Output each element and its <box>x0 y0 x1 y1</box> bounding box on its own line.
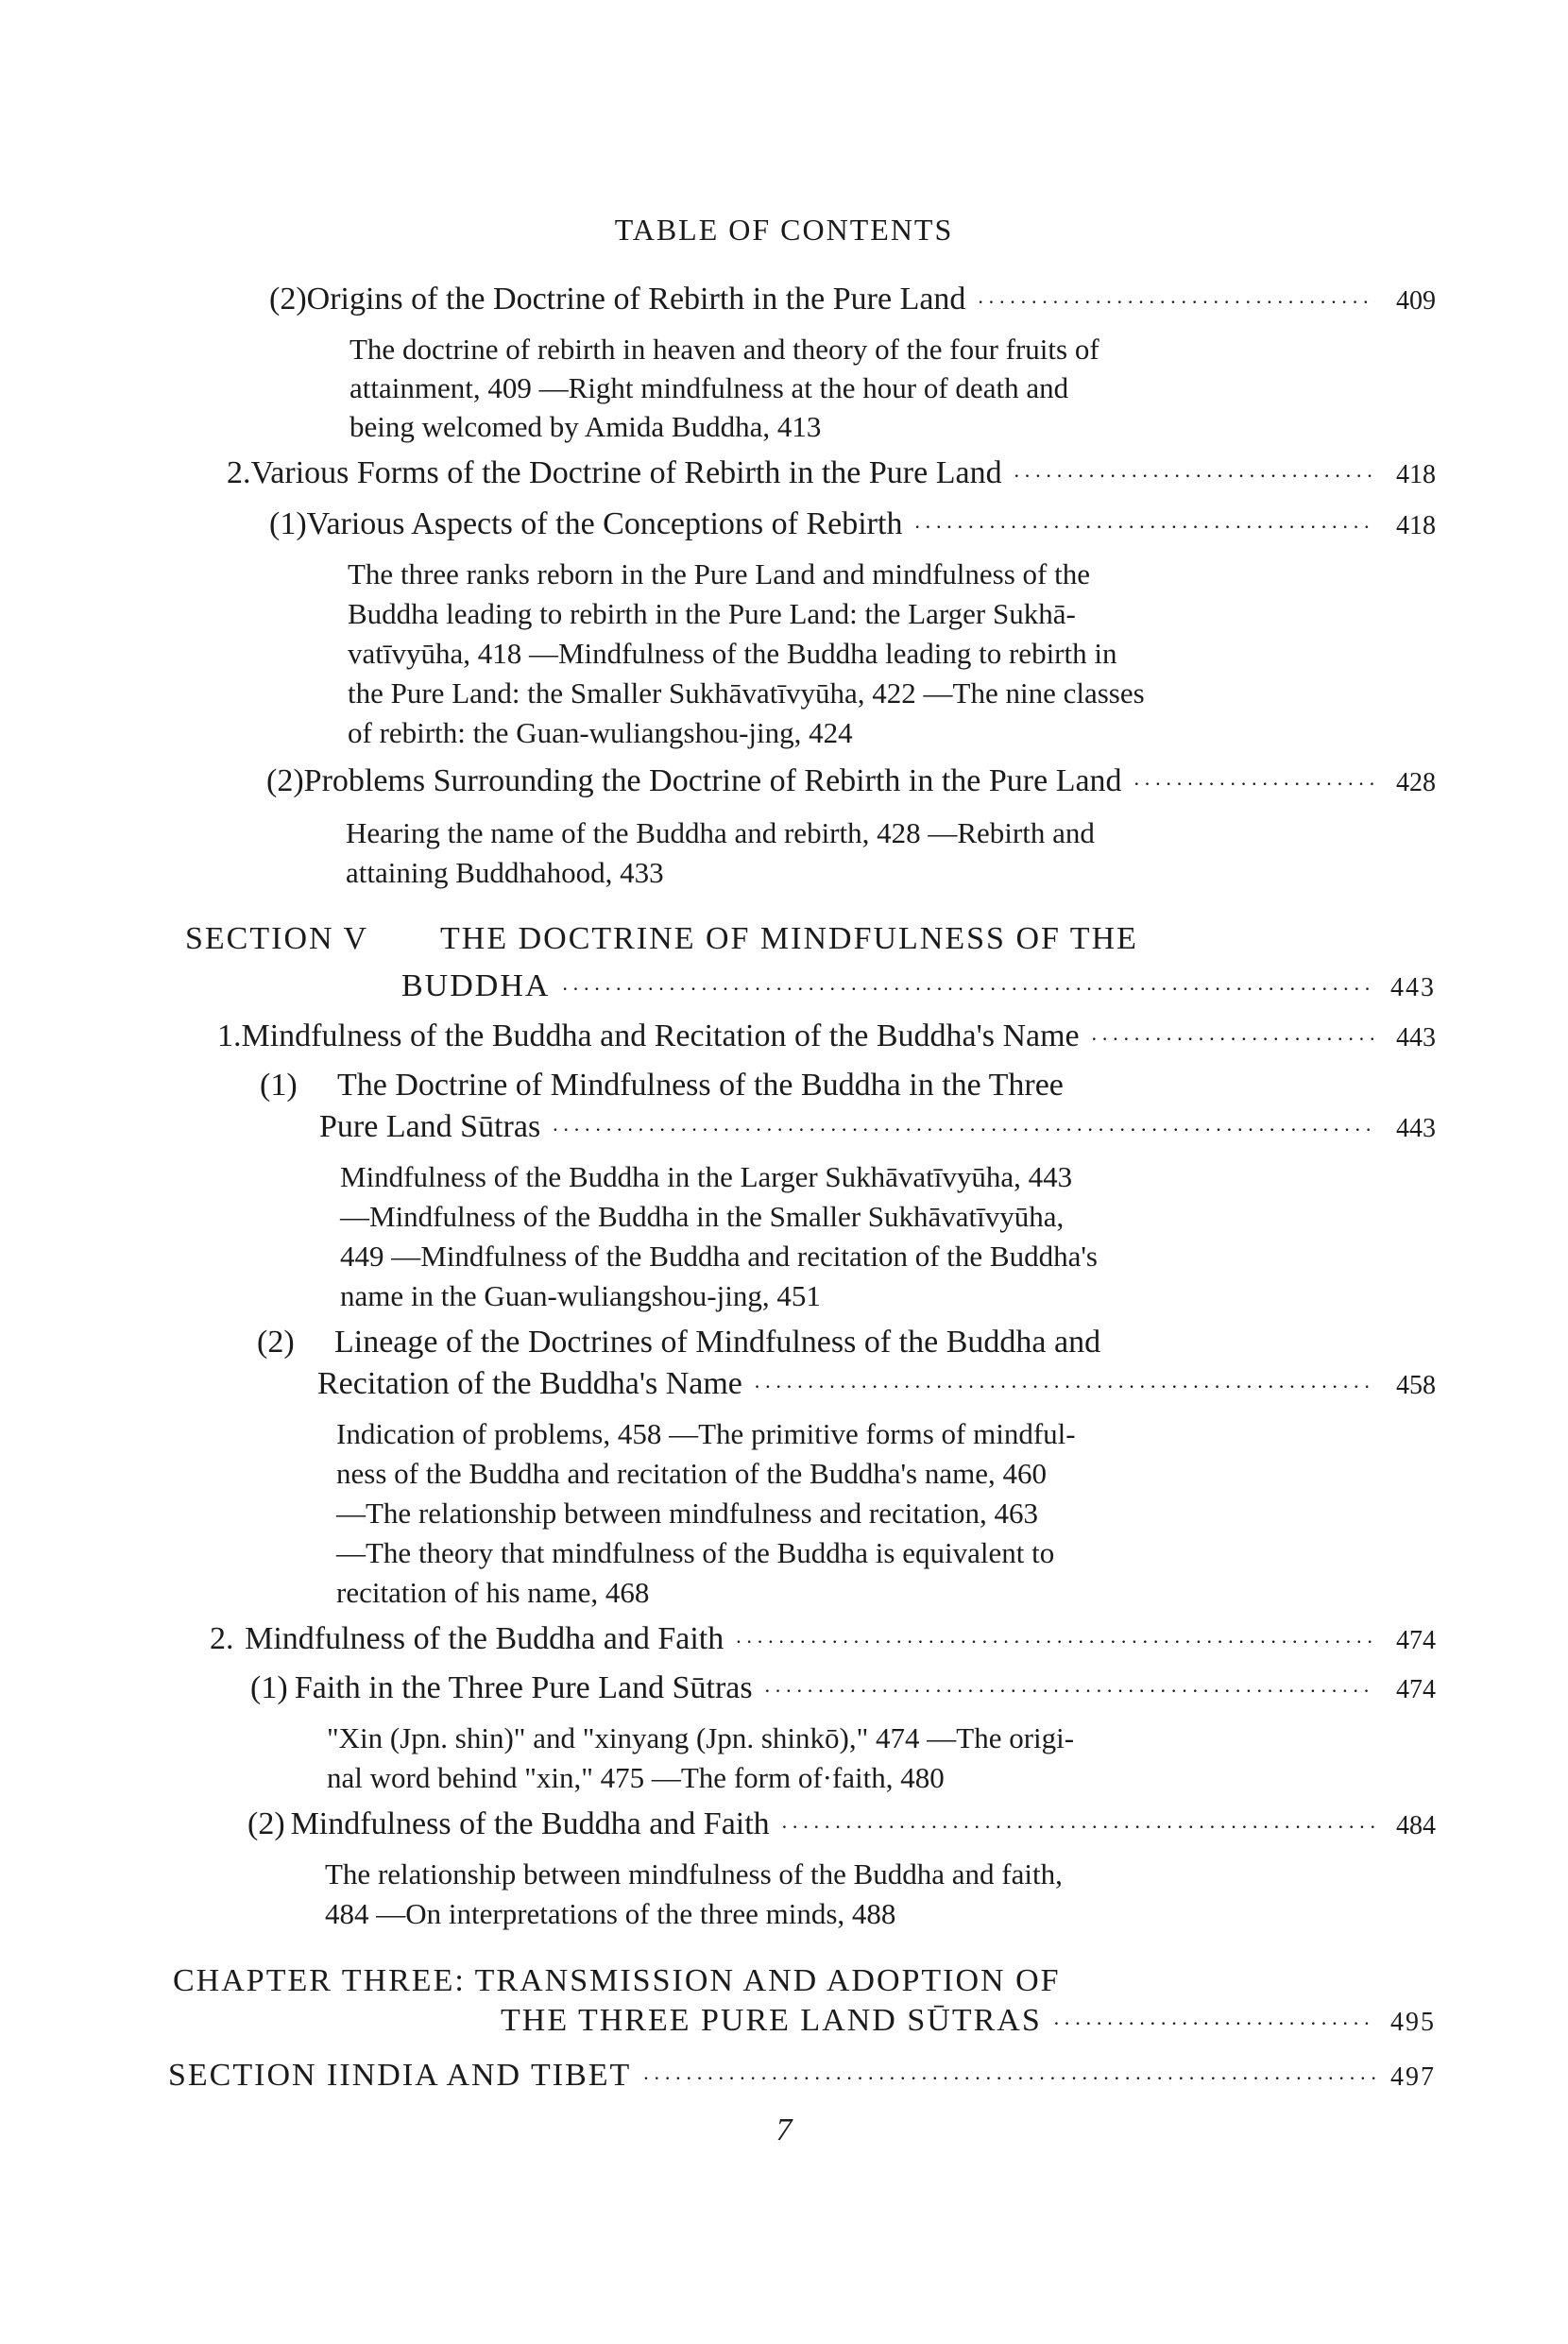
toc-description <box>327 1761 945 1795</box>
toc-description-text: —Mindfulness of the Buddha in the Smaller Sukhāvatīvyūha, <box>340 1200 1065 1233</box>
toc-description <box>325 1857 1063 1891</box>
leader-dots <box>642 2066 1375 2091</box>
chapter-heading-continuation <box>501 2003 1436 2039</box>
toc-entry-continuation <box>317 1366 1436 1402</box>
page-title: TABLE OF CONTENTS <box>614 213 954 247</box>
toc-entry-title: Mindfulness of the Buddha and Recitation of the Buddha's Name <box>241 1018 1080 1053</box>
toc-entry-number: (2) <box>257 1325 295 1360</box>
toc-entry-title: Various Forms of the Doctrine of Rebirth in the Pure Land <box>250 455 1002 490</box>
toc-description <box>348 716 853 750</box>
toc-entry-number: (1) <box>269 506 307 541</box>
toc-entry-continuation <box>319 1109 1436 1145</box>
toc-description <box>327 1721 1074 1755</box>
toc-entry <box>247 1806 1436 1842</box>
toc-entry-page: 418 <box>1396 460 1436 489</box>
section-heading <box>185 921 1138 957</box>
toc-description-text: Mindfulness of the Buddha in the Larger Sukhāvatīvyūha, 443 <box>340 1160 1073 1193</box>
toc-description <box>348 557 1090 591</box>
toc-description-text: "Xin (Jpn. shin)" and "xinyang (Jpn. shinkō)," 474 —The origi- <box>327 1721 1075 1754</box>
toc-entry-title: Recitation of the Buddha's Name <box>317 1366 742 1401</box>
toc-entry-page: 443 <box>1396 1114 1436 1143</box>
toc-description <box>348 597 1076 631</box>
section-title: BUDDHA <box>401 968 551 1003</box>
toc-entry-page: 497 <box>1390 2062 1436 2092</box>
leader-dots <box>552 1118 1375 1142</box>
toc-entry-title: Problems Surrounding the Doctrine of Rebirth in the Pure Land <box>303 763 1122 798</box>
toc-entry-title: Mindfulness of the Buddha and Faith <box>290 1806 770 1841</box>
toc-entry-number: (2) <box>266 763 304 798</box>
leader-dots <box>1133 772 1375 796</box>
toc-description <box>336 1536 1054 1570</box>
toc-description <box>336 1457 1047 1491</box>
toc-description-text: ness of the Buddha and recitation of the Buddha's name, 460 <box>336 1457 1047 1490</box>
toc-description <box>349 410 821 444</box>
toc-description <box>346 856 664 890</box>
toc-description-text: The relationship between mindfulness of the Buddha and faith, <box>325 1857 1063 1891</box>
toc-entry-number: (1) <box>260 1068 298 1103</box>
toc-entry <box>269 506 1436 542</box>
toc-entry-page: 418 <box>1396 511 1436 540</box>
leader-dots <box>1014 464 1375 488</box>
toc-description-text: The doctrine of rebirth in heaven and theory of the four fruits of <box>349 333 1099 366</box>
toc-description-text: nal word behind "xin," 475 —The form of·faith, 480 <box>327 1761 945 1794</box>
toc-description-text: Hearing the name of the Buddha and rebirth, 428 —Rebirth and <box>346 816 1095 849</box>
toc-entry-page: 443 <box>1396 1023 1436 1052</box>
toc-entry <box>250 1670 1436 1706</box>
leader-dots <box>977 290 1375 315</box>
toc-entry-number: (1) <box>250 1670 288 1705</box>
leader-dots <box>1091 1027 1375 1052</box>
toc-description-text: 484 —On interpretations of the three minds, 488 <box>325 1897 896 1930</box>
toc-entry <box>260 1068 1064 1104</box>
toc-entry-page: 484 <box>1396 1811 1436 1840</box>
leader-dots <box>561 977 1375 1001</box>
section-heading-continuation <box>401 968 1436 1004</box>
toc-entry <box>257 1325 1100 1360</box>
toc-description <box>340 1240 1098 1274</box>
toc-entry-number: 2. <box>210 1621 234 1656</box>
toc-description <box>325 1897 895 1931</box>
toc-entry-number: (2) <box>269 282 307 317</box>
toc-description-text: the Pure Land: the Smaller Sukhāvatīvyūha, 422 —The nine classes <box>348 676 1145 710</box>
toc-entry-page: 409 <box>1396 286 1436 316</box>
toc-entry-number: (2) <box>247 1806 285 1841</box>
toc-entry <box>266 763 1436 799</box>
toc-description <box>348 637 1116 671</box>
toc-entry-title: Pure Land Sūtras <box>319 1109 541 1144</box>
toc-description <box>340 1279 821 1313</box>
toc-description-text: attainment, 409 —Right mindfulness at the hour of death and <box>349 371 1069 404</box>
toc-description-text: —The relationship between mindfulness and recitation, 463 <box>336 1497 1038 1530</box>
toc-entry-title: Lineage of the Doctrines of Mindfulness of the Buddha and <box>334 1325 1101 1360</box>
section-title: THE DOCTRINE OF MINDFULNESS OF THE <box>440 921 1138 956</box>
toc-entry-page: 443 <box>1390 973 1436 1002</box>
leader-dots <box>754 1375 1375 1399</box>
leader-dots <box>764 1679 1375 1703</box>
toc-entry-title: The Doctrine of Mindfulness of the Buddha in the Three <box>337 1068 1064 1103</box>
toc-entry-number: 1. <box>217 1018 242 1053</box>
toc-entry <box>217 1018 1436 1054</box>
leader-dots <box>913 515 1375 539</box>
chapter-title: CHAPTER THREE: TRANSMISSION AND ADOPTION OF <box>173 1963 1061 1998</box>
toc-description <box>336 1576 649 1610</box>
toc-description <box>349 333 1099 367</box>
toc-description-text: —The theory that mindfulness of the Buddha is equivalent to <box>336 1536 1055 1569</box>
toc-description-text: name in the Guan-wuliangshou-jing, 451 <box>340 1279 821 1312</box>
section-title: INDIA AND TIBET <box>339 2058 632 2093</box>
toc-description-text: being welcomed by Amida Buddha, 413 <box>349 410 822 443</box>
toc-description <box>340 1200 1064 1234</box>
chapter-heading <box>173 1963 1061 1999</box>
toc-description-text: vatīvyūha, 418 —Mindfulness of the Buddha leading to rebirth in <box>348 637 1117 670</box>
toc-description <box>340 1160 1072 1194</box>
section-number: SECTION I <box>168 2058 340 2093</box>
leader-dots <box>1053 2011 1375 2036</box>
toc-entry-title: Origins of the Doctrine of Rebirth in the Pure Land <box>306 282 966 317</box>
page-number: 7 <box>775 2113 793 2147</box>
toc-entry-page: 474 <box>1396 1626 1436 1655</box>
toc-entry-page: 495 <box>1390 2008 1436 2037</box>
toc-description <box>336 1497 1038 1531</box>
toc-description-text: The three ranks reborn in the Pure Land and mindfulness of the <box>348 557 1090 590</box>
toc-entry <box>227 455 1436 491</box>
toc-description-text: Indication of problems, 458 —The primitive forms of mindful- <box>336 1417 1076 1450</box>
toc-description <box>348 676 1145 710</box>
toc-entry <box>210 1621 1436 1657</box>
toc-description-text: recitation of his name, 468 <box>336 1576 650 1609</box>
toc-entry-number: 2. <box>227 455 251 490</box>
toc-entry-title: Various Aspects of the Conceptions of Rebirth <box>306 506 903 541</box>
toc-description <box>346 816 1095 850</box>
toc-description <box>336 1417 1076 1451</box>
leader-dots <box>735 1630 1375 1654</box>
toc-entry-title: Mindfulness of the Buddha and Faith <box>245 1621 724 1656</box>
toc-entry <box>269 282 1436 317</box>
toc-entry-page: 428 <box>1396 768 1436 797</box>
chapter-title: THE THREE PURE LAND SŪTRAS <box>501 2003 1042 2038</box>
toc-description-text: of rebirth: the Guan-wuliangshou-jing, 424 <box>348 716 853 749</box>
leader-dots <box>781 1815 1375 1839</box>
toc-entry-page: 474 <box>1396 1675 1436 1704</box>
toc-description-text: 449 —Mindfulness of the Buddha and recitation of the Buddha's <box>340 1240 1098 1273</box>
toc-entry-title: Faith in the Three Pure Land Sūtras <box>294 1670 753 1705</box>
section-heading <box>168 2058 1436 2094</box>
toc-description-text: attaining Buddhahood, 433 <box>346 856 664 889</box>
toc-description <box>349 371 1068 405</box>
section-number: SECTION V <box>185 921 368 956</box>
toc-description-text: Buddha leading to rebirth in the Pure Land: the Larger Sukhā- <box>348 597 1076 630</box>
toc-entry-page: 458 <box>1396 1371 1436 1400</box>
